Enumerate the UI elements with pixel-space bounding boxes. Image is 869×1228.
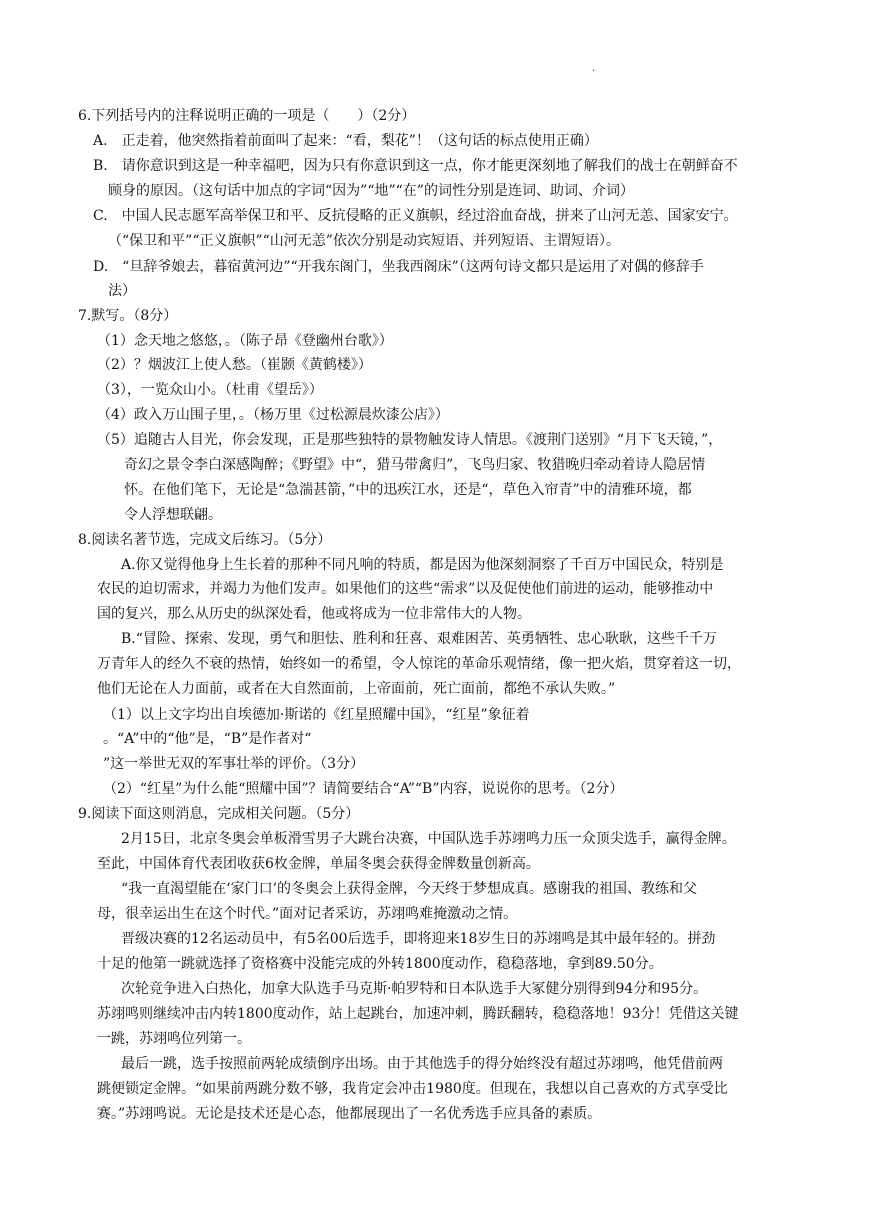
q9-para4-line2: 苏翊鸣则继续冲击内转1800度动作，站上起跳台，加速冲刺，腾跃翻转，稳稳落地！93分！凭借这关键: [97, 1006, 739, 1022]
q6-option-b-line1: B. 请你意识到这是一种幸福吧，因为只有你意识到这一点，你才能更深刻地了解我们的战士在朝鲜奋不: [93, 158, 738, 174]
q9-para5-line2: 跳便锁定金牌。“如果前两跳分数不够，我肯定会冲击1980度。但现在，我想以自己喜欢的方式享受比: [97, 1081, 728, 1097]
q6-option-a: A. 正走着，他突然指着前面叫了起来：“看，梨花”！（这句话的标点使用正确）: [93, 133, 598, 149]
header-mark: ·: [592, 66, 596, 77]
q9-para5-line1: 最后一跳，选手按照前两轮成绩倒序出场。由于其他选手的得分始终没有超过苏翊鸣，他凭借前两: [121, 1056, 723, 1072]
q9-para4-line3: 一跳，苏翊鸣位列第一。: [97, 1031, 251, 1047]
q8-part2: （2）“红星”为什么能“照耀中国”？请简要结合“A”“B”内容，说说你的思考。（2分）: [103, 781, 624, 797]
q6-option-d-line1: D. “旦辞爷娘去，暮宿黄河边”“开我东阁门，坐我西阁床”（这两句诗文都只是运用了对偶的修辞手: [93, 259, 704, 275]
q9-para2-line2: 母，很幸运出生在这个时代。”面对记者采访，苏翊鸣难掩激动之情。: [97, 906, 518, 922]
q8-part1-line3: ”这一举世无双的军事壮举的评价。（3分）: [103, 756, 365, 772]
q9-para3-line2: 十足的他第一跳就选择了资格赛中没能完成的外转1800度动作，稳稳落地，拿到89.50分。: [97, 956, 663, 972]
q9-para1-line1: 2月15日，北京冬奥会单板滑雪男子大跳台决赛，中国队选手苏翊鸣力压一众顶尖选手，赢得金牌。: [121, 831, 736, 847]
q8-excerpt-b-line2: 万青年人的经久不衰的热情，始终如一的希望，令人惊诧的革命乐观情绪，像一把火焰，贯穿着这一切，: [97, 656, 741, 672]
q9-para1-line2: 至此，中国体育代表团收获6枚金牌，单届冬奥会获得金牌数量创新高。: [97, 856, 540, 872]
q6-option-c-line1: C. 中国人民志愿军高举保卫和平、反抗侵略的正义旗帜，经过浴血奋战，拼来了山河无恙、国家安宁。: [93, 208, 738, 224]
q8-excerpt-a-line2: 农民的迫切需求，并竭力为他们发声。如果他们的这些“需求”以及促使他们前进的运动，能够推动中: [97, 581, 714, 597]
q7-item-2: （2）？烟波江上使人愁。（崔颢《黄鹤楼》）: [97, 357, 372, 373]
q8-part1-line1: （1）以上文字均出自埃德加·斯诺的《红星照耀中国》，“红星”象征着: [103, 707, 530, 723]
q9-para3-line1: 晋级决赛的12名运动员中，有5名00后选手，即将迎来18岁生日的苏翊鸣是其中最年轻的。拼劲: [121, 931, 716, 947]
q9-para2-line1: “我一直渴望能在‘家门口’的冬奥会上获得金牌，今天终于梦想成真。感谢我的祖国、教练和父: [121, 881, 698, 897]
q6-stem: 6.下列括号内的注释说明正确的一项是（ ）（2分）: [78, 108, 416, 124]
q7-stem: 7.默写。（8分）: [78, 308, 178, 324]
q7-item-4: （4）政入万山围子里，。（杨万里《过松源晨炊漆公店》）: [97, 407, 449, 423]
q7-item-5-line1: （5）追随古人目光，你会发现，正是那些独特的景物触发诗人情思。《渡荆门送别》“月下飞天镜，”，: [97, 432, 723, 448]
q6-option-c-line2: （“保卫和平”“正义旗帜”“山河无恙”依次分别是动宾短语、并列短语、主谓短语）。: [108, 233, 620, 249]
q7-item-3: （3），一览众山小。（杜甫《望岳》）: [97, 382, 323, 398]
q6-option-d-line2: 法）: [108, 283, 136, 299]
q7-item-5-line2: 奇幻之景令李白深感陶醉；《野望》中“，猎马带禽归”，飞鸟归家、牧猎晚归牵动着诗人隐居情: [124, 457, 706, 473]
q9-stem: 9.阅读下面这则消息，完成相关问题。（5分）: [78, 806, 360, 822]
q9-para4-line1: 次轮竞争进入白热化，加拿大队选手马克斯·帕罗特和日本队选手大冢健分别得到94分和95分。: [121, 981, 708, 997]
q8-stem: 8.阅读名著节选，完成文后练习。（5分）: [78, 532, 332, 548]
q7-item-1: （1）念天地之悠悠，。（陈子昂《登幽州台歌》）: [97, 333, 393, 349]
q8-excerpt-b-line3: 他们无论在人力面前，或者在大自然面前，上帝面前，死亡面前，都绝不承认失败。”: [97, 681, 616, 697]
q7-item-5-line4: 令人浮想联翩。: [124, 507, 222, 523]
q8-excerpt-a-line1: A.你又觉得他身上生长着的那种不同凡响的特质，都是因为他深刻洞察了千百万中国民众，特别是: [121, 557, 724, 573]
q8-excerpt-a-line3: 国的复兴，那么从历史的纵深处看，他或将成为一位非常伟大的人物。: [97, 606, 531, 622]
q9-para5-line3: 赛。”苏翊鸣说。无论是技术还是心态，他都展现出了一名优秀选手应具备的素质。: [97, 1106, 602, 1122]
q8-part1-line2: 。“A”中的“他”是，“B”是作者对“: [103, 731, 312, 747]
q6-option-b-line2: 顾身的原因。（这句话中加点的字词“因为”“地”“在”的词性分别是连词、助词、介词）: [108, 183, 634, 199]
q8-excerpt-b-line1: B.“冒险、探索、发现，勇气和胆怯、胜利和狂喜、艰难困苦、英勇牺牲、忠心耿耿，这些千千万: [121, 631, 717, 647]
q7-item-5-line3: 怀。在他们笔下，无论是“急湍甚箭，”中的迅疾江水，还是“，草色入帘青”中的清雅环境，都: [124, 482, 692, 498]
